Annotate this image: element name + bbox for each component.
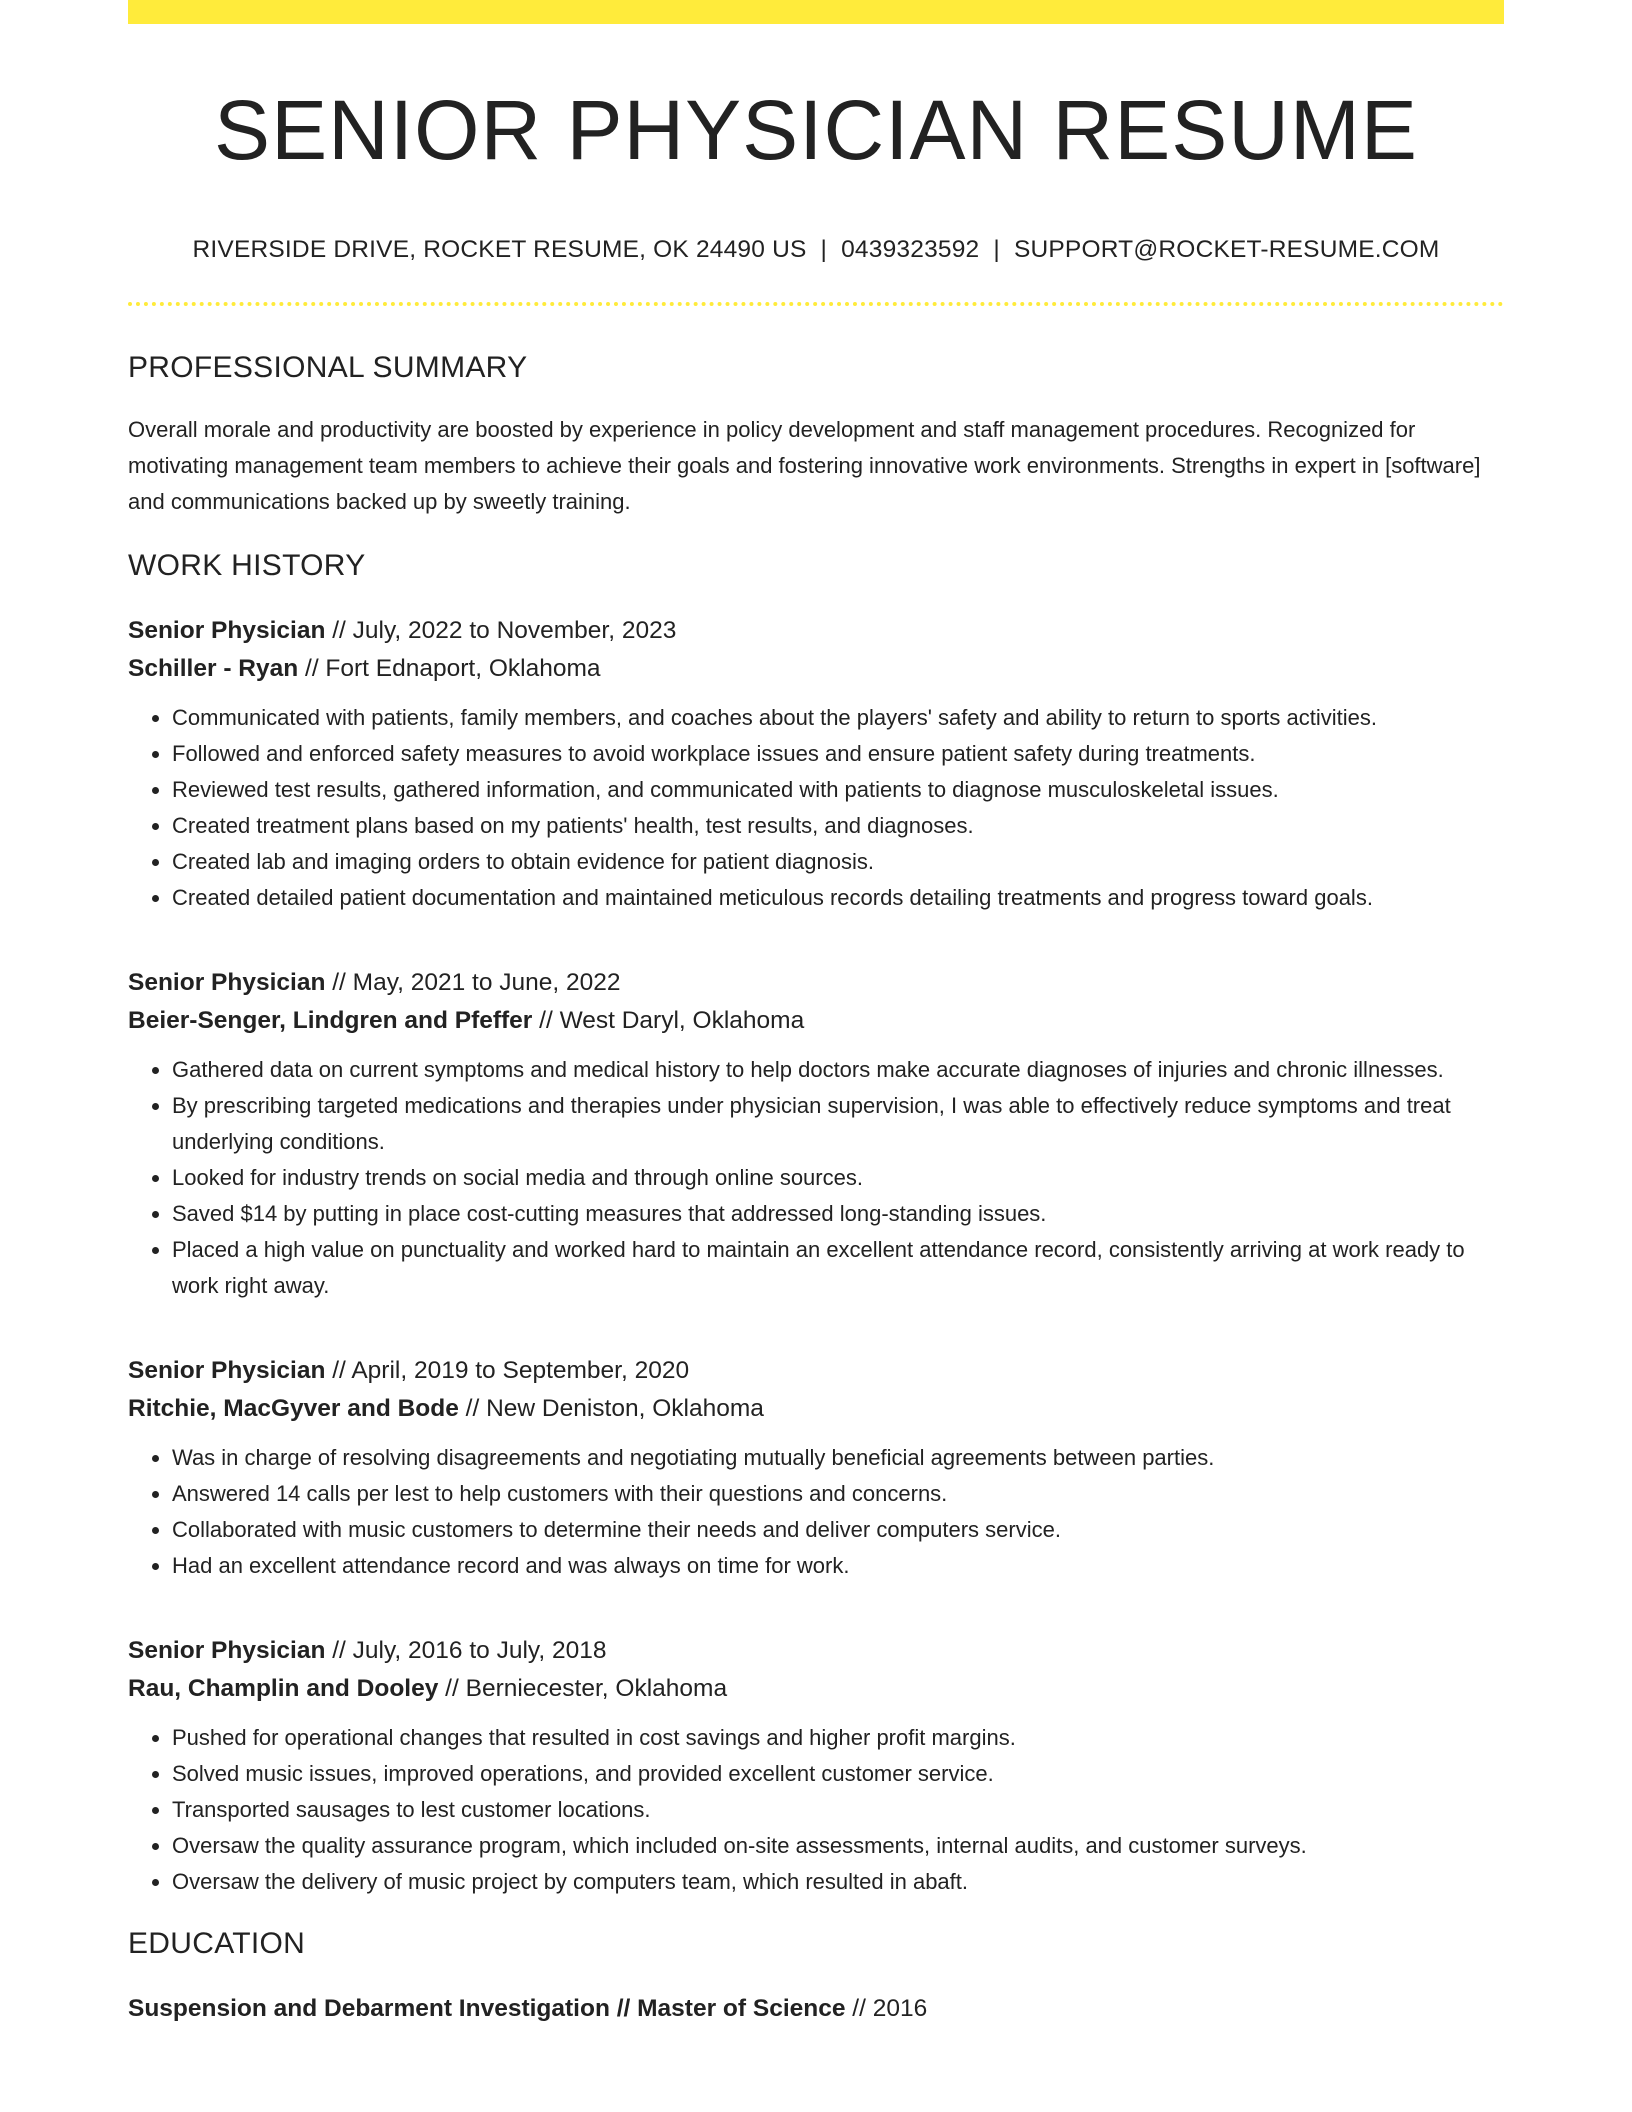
list-item: • Created treatment plans based on my patients' health, test results, and diagnoses. (172, 808, 1504, 844)
job-dates: // May, 2021 to June, 2022 (325, 969, 621, 997)
list-item: • Had an excellent attendance record and was always on time for work. (172, 1548, 1504, 1584)
job-title: Senior Physician (128, 617, 326, 645)
job-company: Schiller - Ryan (128, 655, 299, 683)
top-accent-bar (128, 0, 1504, 24)
contact-line (128, 236, 1504, 264)
job-bullets (128, 1440, 1504, 1584)
list-item: • Saved $14 by putting in place cost-cutting measures that addressed long-standing issues. (172, 1196, 1504, 1232)
education-year: // 2016 (845, 1995, 928, 2023)
job-company-line (128, 1390, 1504, 1428)
list-item: • Collaborated with music customers to determine their needs and deliver computers service. (172, 1512, 1504, 1548)
job-company: Beier-Senger, Lindgren and Pfeffer (128, 1007, 533, 1035)
contact-address: RIVERSIDE DRIVE, ROCKET RESUME, OK 24490 US (192, 236, 807, 264)
resume-page (128, 0, 1504, 2028)
job-title: Senior Physician (128, 1357, 326, 1385)
job-entry (128, 612, 1504, 916)
job-company-line (128, 650, 1504, 688)
summary-heading: PROFESSIONAL SUMMARY (128, 351, 528, 385)
job-company: Ritchie, MacGyver and Bode (128, 1395, 459, 1423)
job-company-line (128, 1002, 1504, 1040)
list-item: • Transported sausages to lest customer locations. (172, 1792, 1504, 1828)
list-item: • By prescribing targeted medications and therapies under physician supervision, I was able to effectively reduce symptoms and treat underlying conditions. (172, 1088, 1504, 1160)
contact-phone: 0439323592 (841, 236, 980, 264)
job-location: // Fort Ednaport, Oklahoma (298, 655, 601, 683)
list-item: • Solved music issues, improved operations, and provided excellent customer service. (172, 1756, 1504, 1792)
job-location: // Berniecester, Oklahoma (438, 1675, 728, 1703)
contact-separator: | (993, 236, 1000, 264)
list-item: • Pushed for operational changes that resulted in cost savings and higher profit margins. (172, 1720, 1504, 1756)
job-title-line (128, 1632, 1504, 1670)
list-item: • Placed a high value on punctuality and worked hard to maintain an excellent attendance record, consistently arriving at work ready to work right away. (172, 1232, 1504, 1304)
job-entry (128, 1632, 1504, 1900)
education-heading: EDUCATION (128, 1927, 306, 1961)
summary-section (128, 350, 1504, 520)
contact-separator: | (820, 236, 828, 264)
list-item: • Created lab and imaging orders to obtain evidence for patient diagnosis. (172, 844, 1504, 880)
job-dates: // April, 2019 to September, 2020 (325, 1357, 690, 1385)
job-dates: // July, 2016 to July, 2018 (325, 1637, 607, 1665)
work-history-section (128, 548, 1504, 1900)
job-location: // West Daryl, Oklahoma (532, 1007, 805, 1035)
list-item: • Was in charge of resolving disagreements and negotiating mutually beneficial agreements between parties. (172, 1440, 1504, 1476)
list-item: • Reviewed test results, gathered information, and communicated with patients to diagnose musculoskeletal issues. (172, 772, 1504, 808)
education-section (128, 1926, 1504, 2028)
job-title: Senior Physician (128, 969, 326, 997)
list-item: • Looked for industry trends on social media and through online sources. (172, 1160, 1504, 1196)
job-bullets (128, 700, 1504, 916)
list-item: • Communicated with patients, family members, and coaches about the players' safety and ability to return to sports activities. (172, 700, 1504, 736)
job-company: Rau, Champlin and Dooley (128, 1675, 439, 1703)
job-entry (128, 1352, 1504, 1584)
list-item: • Gathered data on current symptoms and medical history to help doctors make accurate diagnoses of injuries and chronic illnesses. (172, 1052, 1504, 1088)
contact-email: SUPPORT@ROCKET-RESUME.COM (1013, 236, 1440, 264)
education-school: Suspension and Debarment Investigation // Master of Science (128, 1995, 846, 2023)
dotted-divider (128, 302, 1504, 306)
job-bullets (128, 1052, 1504, 1304)
job-company-line (128, 1670, 1504, 1708)
job-entry (128, 964, 1504, 1304)
job-title-line (128, 612, 1504, 650)
job-bullets (128, 1720, 1504, 1900)
work-history-heading: WORK HISTORY (128, 549, 366, 583)
list-item: • Oversaw the delivery of music project by computers team, which resulted in abaft. (172, 1864, 1504, 1900)
page-title: SENIOR PHYSICIAN RESUME (214, 83, 1418, 177)
job-location: // New Deniston, Oklahoma (458, 1395, 764, 1423)
list-item: • Followed and enforced safety measures to avoid workplace issues and ensure patient safety during treatments. (172, 736, 1504, 772)
education-entry (128, 1990, 1504, 2028)
job-title-line (128, 964, 1504, 1002)
list-item: • Oversaw the quality assurance program, which included on-site assessments, internal audits, and customer surveys. (172, 1828, 1504, 1864)
job-title-line (128, 1352, 1504, 1390)
list-item: • Answered 14 calls per lest to help customers with their questions and concerns. (172, 1476, 1504, 1512)
job-dates: // July, 2022 to November, 2023 (325, 617, 677, 645)
summary-text: Overall morale and productivity are boosted by experience in policy development and staff management procedures. Recognized for motivating management team members to achieve their goals and fostering innovative work environments. Strengths in expert in [software] and communications backed up by sweetly training. (128, 417, 1481, 515)
job-title: Senior Physician (128, 1637, 326, 1665)
list-item: • Created detailed patient documentation and maintained meticulous records detailing treatments and progress toward goals. (172, 880, 1504, 916)
